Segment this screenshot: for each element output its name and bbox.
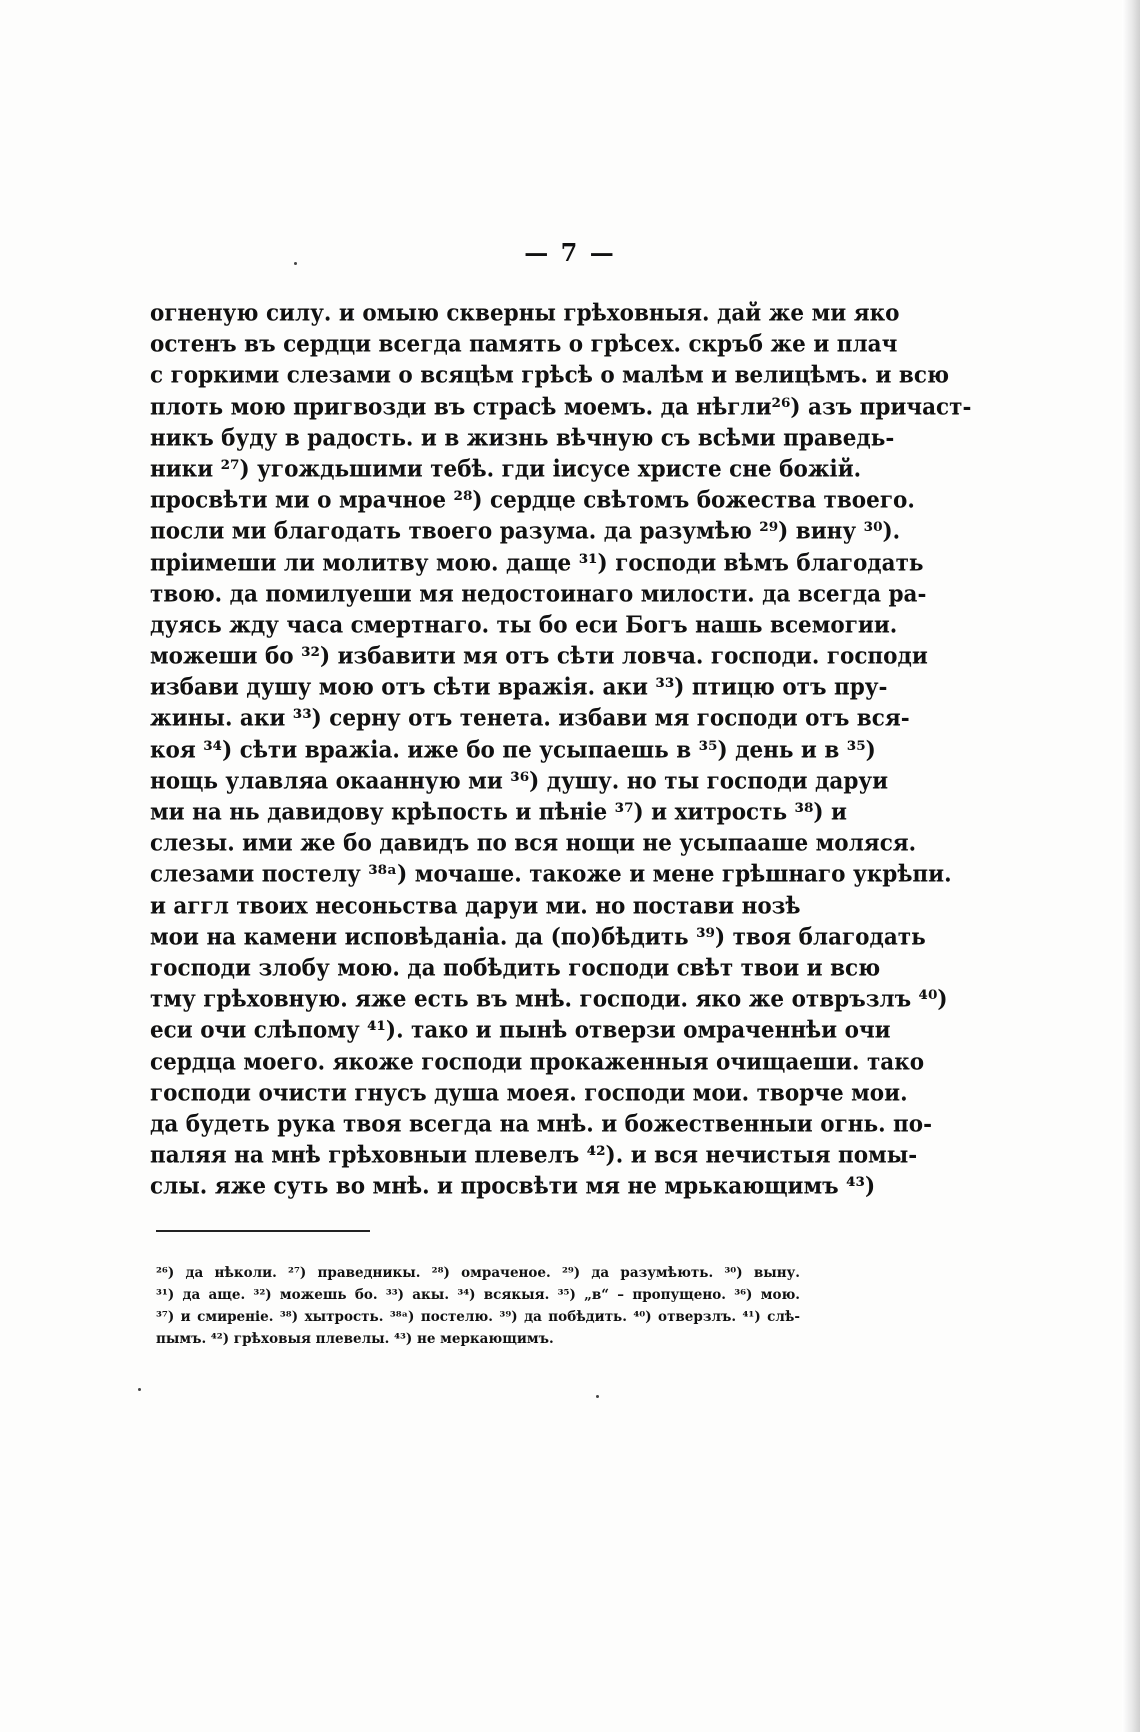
- page-edge-shadow: [1122, 0, 1140, 1732]
- body-line: просвѣти ми о мрачное ²⁸) сердце свѣтомъ божества твоего.: [150, 487, 915, 515]
- body-line: да будеть рука твоя всегда на мнѣ. и божественныи огнь. по-: [150, 1110, 933, 1138]
- body-line: слезами постелу ³⁸ᵃ) мочаше. такоже и мене грѣшнаго укрѣпи.: [150, 861, 952, 889]
- body-line: слезы. ими же бо давидъ по вся нощи не усыпааше моляся.: [150, 830, 917, 858]
- body-line: избави душу мою отъ сѣти вражiя. аки ³³) птицю отъ пру-: [150, 674, 888, 702]
- scan-speck: [596, 1395, 599, 1398]
- scan-speck: [138, 1388, 141, 1391]
- body-text: [150, 298, 972, 1202]
- footnotes: [156, 1262, 800, 1350]
- body-line: дуясь жду часа смертнаго. ты бо еси Богъ нашь всемогии.: [150, 611, 898, 639]
- body-line: твою. да помилуеши мя недостоинаго милости. да всегда ра-: [150, 580, 927, 608]
- body-line: нощь улавляа окаанную ми ³⁶) душу. но ты господи даруи: [150, 767, 889, 795]
- body-line: слы. яже суть во мнѣ. и просвѣти мя не мрькающимъ ⁴³): [150, 1173, 876, 1201]
- page-number: — 7 —: [524, 238, 616, 267]
- body-line: еси очи слѣпому ⁴¹). тако и пынѣ отверзи омраченнѣи очи: [150, 1017, 891, 1045]
- body-line: посли ми благодать твоего разума. да разумѣю ²⁹) вину ³⁰).: [150, 518, 901, 546]
- scan-speck: [294, 262, 297, 265]
- body-line: господи очисти гнусъ душа моея. господи мои. творче мои.: [150, 1079, 908, 1107]
- body-line: коя ³⁴) сѣти вражiа. иже бо пе усыпаешь в ³⁵) день и в ³⁵): [150, 736, 876, 764]
- body-line: никъ буду в радость. и в жизнь вѣчную съ всѣми праведь-: [150, 424, 895, 452]
- footnote-line: ³⁷) и смиренiе. ³⁸) хытрость. ³⁸ᵃ) постелю. ³⁹) да побѣдить. ⁴⁰) отверзлъ. ⁴¹) слѣ-: [156, 1309, 800, 1325]
- footnote-line: пымъ. ⁴²) грѣховыя плевелы. ⁴³) не меркающимъ.: [156, 1331, 554, 1347]
- footnote-separator: [156, 1230, 370, 1232]
- body-line: паляя на мнѣ грѣховныи плевелъ ⁴²). и вся нечистыя помы-: [150, 1142, 918, 1170]
- body-line: ми на нь давидову крѣпость и пѣнiе ³⁷) и хитрость ³⁸) и: [150, 798, 847, 826]
- footnote-line: ²⁶) да нѣколи. ²⁷) праведникы. ²⁸) омраченое. ²⁹) да разумѣють. ³⁰) выну.: [156, 1265, 800, 1281]
- body-line: остенъ въ сердци всегда память о грѣсех. скръб же и плач: [150, 331, 898, 359]
- body-line: с горкими слезами о всяцѣм грѣсѣ о малѣм и велицѣмъ. и всю: [150, 362, 949, 390]
- body-line: господи злобу мою. да побѣдить господи свѣт твои и всю: [150, 954, 881, 982]
- body-line: ники ²⁷) угождьшими тебѣ. гди iисусе христе сне божiй.: [150, 455, 862, 483]
- footnote-line: ³¹) да аще. ³²) можешь бо. ³³) акы. ³⁴) всякыя. ³⁵) „в“ – пропущено. ³⁶) мою.: [156, 1287, 800, 1303]
- body-line: и аггл твоих несоньства даруи ми. но постави нозѣ: [150, 892, 801, 920]
- body-line: можеши бо ³²) избавити мя отъ сѣти ловча. господи. господи: [150, 643, 928, 671]
- body-line: тму грѣховную. яже есть въ мнѣ. господи. яко же отвръзлъ ⁴⁰): [150, 986, 948, 1014]
- body-line: огненую силу. и омыю скверны грѣховныя. дай же ми яко: [150, 299, 900, 327]
- body-line: плоть мою пригвозди въ страсѣ моемъ. да нѣгли²⁶) азъ причаст-: [150, 393, 972, 421]
- body-line: сердца моего. якоже господи прокаженныя очищаеши. тако: [150, 1048, 925, 1076]
- body-line: жины. аки ³³) серну отъ тенета. избави мя господи отъ вся-: [150, 705, 910, 733]
- body-line: мои на камени исповѣданiа. да (по)бѣдить ³⁹) твоя благодать: [150, 923, 926, 951]
- body-line: прiимеши ли молитву мою. даще ³¹) господи вѣмъ благодать: [150, 549, 924, 577]
